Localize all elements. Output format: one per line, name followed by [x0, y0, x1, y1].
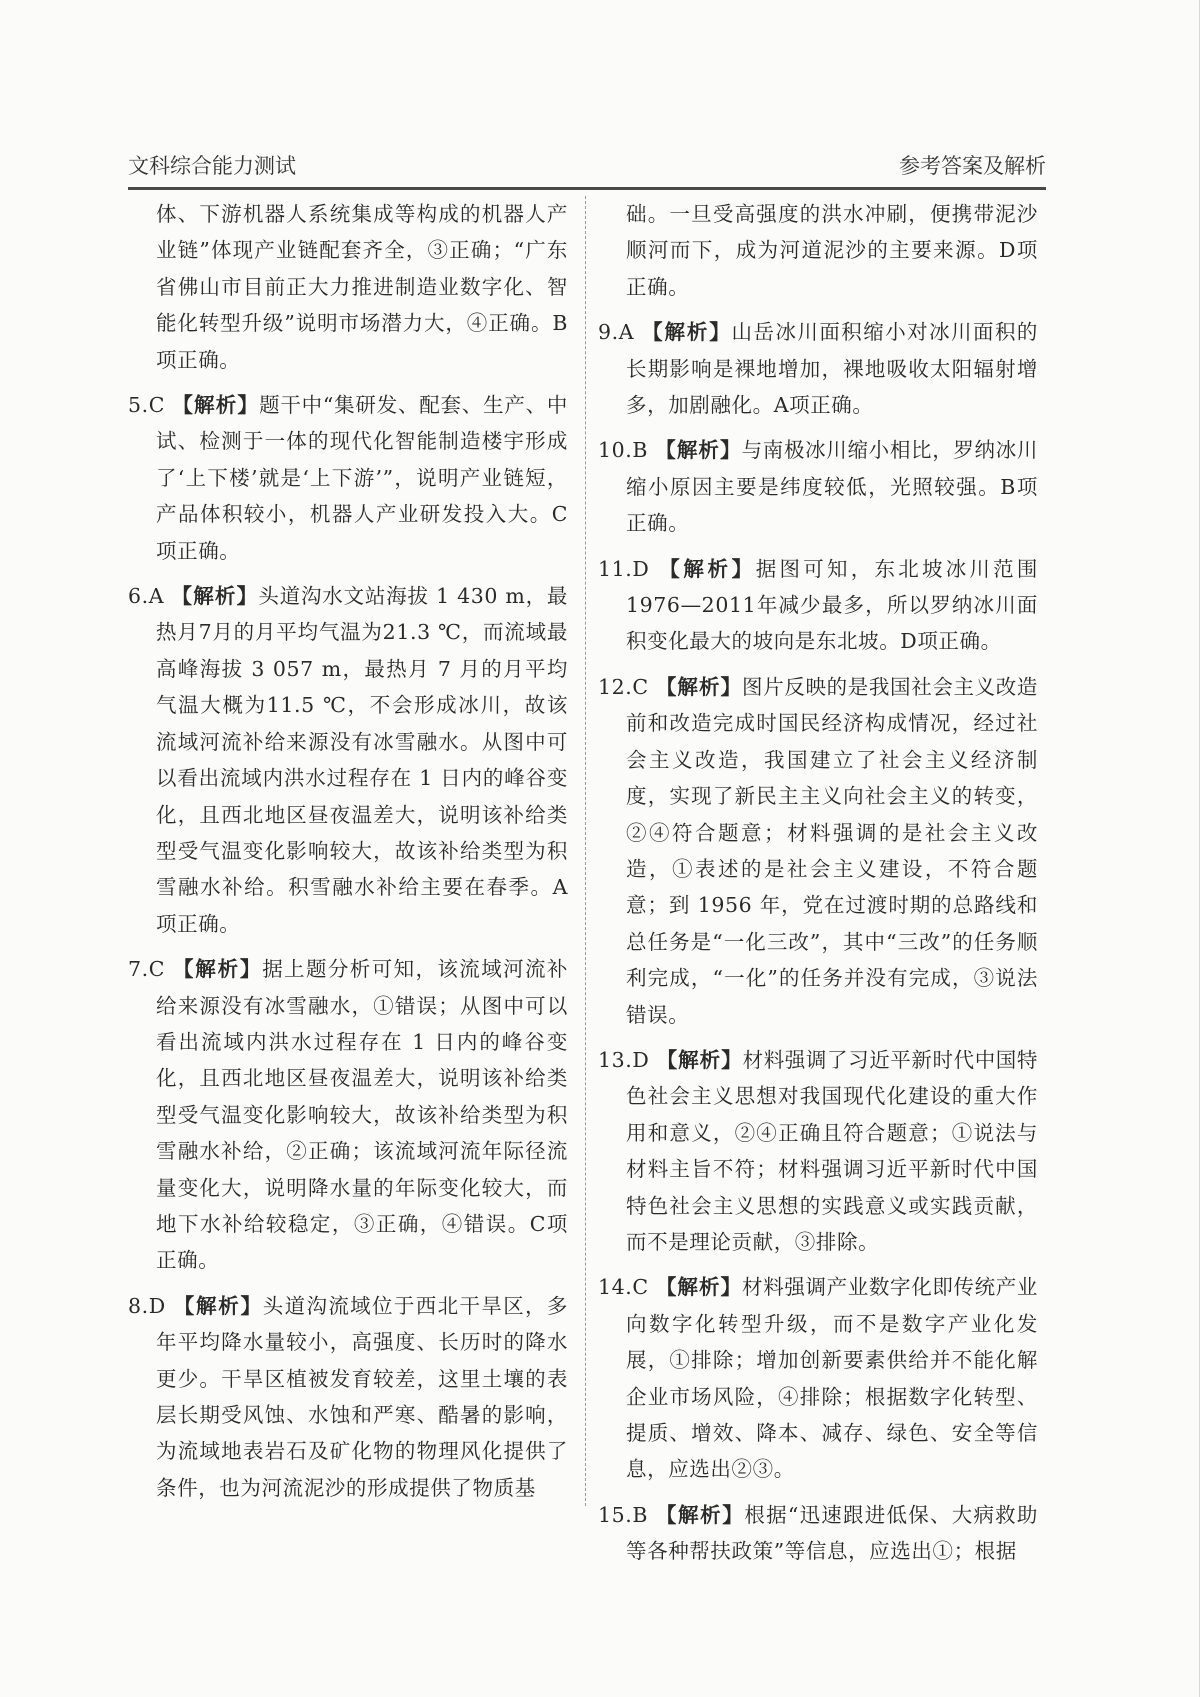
answer-item-10 [598, 432, 1038, 541]
header-rule [128, 187, 1046, 190]
answer-text: 据上题分析可知，该流域河流补给来源没有冰雪融水，①错误；从图中可以看出流域内洪水过程存在 1 日内的峰谷变化，且西北地区昼夜温差大，说明该补给类型受气温变化影响较大，故该补给类型为积雪融水补给，②正确；该流域河流年际径流量变化大，说明降水量的年际变化较大，而地下水补给较稳定，③正确，④错误。C项正确。 [156, 957, 569, 1273]
analysis-tag: 【解析】 [173, 1293, 263, 1318]
analysis-tag: 【解析】 [655, 438, 742, 463]
analysis-tag: 【解析】 [642, 320, 732, 345]
answer-text: 与南极冰川缩小相比，罗纳冰川缩小原因主要是纬度较低，光照较强。B项正确。 [626, 438, 1038, 536]
answer-number: 5.C [128, 393, 166, 418]
answer-number: 14.C [598, 1275, 649, 1300]
analysis-tag: 【解析】 [171, 584, 259, 609]
answer-item-14 [598, 1269, 1038, 1487]
analysis-tag: 【解析】 [655, 1502, 745, 1527]
answer-text: 题干中“集研发、配套、生产、中试、检测于一体的现代化智能制造楼宇形成了‘上下楼’就是‘上下游’”，说明产业链短，产品体积较小，机器人产业研发投入大。C项正确。 [156, 393, 569, 563]
analysis-tag: 【解析】 [655, 1275, 743, 1300]
answer-item-15 [598, 1497, 1038, 1570]
analysis-tag: 【解析】 [656, 1047, 743, 1072]
answer-item-13 [598, 1042, 1038, 1260]
answer-item-5 [128, 387, 568, 569]
answer-number: 15.B [598, 1502, 649, 1527]
header-subject-title: 文科综合能力测试 [128, 154, 296, 178]
answer-text: 头道沟流域位于西北干旱区，多年平均降水量较小，高强度、长历时的降水更少。干旱区植被发育较差，这里土壤的表层长期受风蚀、水蚀和严寒、酷暑的影响，为流域地表岩石及矿化物的物理风化提供了条件，也为河流泥沙的形成提供了物质基 [156, 1293, 569, 1500]
answer-item-8 [128, 1288, 568, 1506]
answer-text: 材料强调产业数字化即传统产业向数字化转型升级，而不是数字产业化发展，①排除；增加创新要素供给并不能化解企业市场风险，④排除；根据数字化转型、提质、增效、降本、减存、绿色、安全等信息，应选出②③。 [626, 1275, 1039, 1482]
column-divider [585, 196, 586, 1506]
answer-number: 13.D [598, 1047, 650, 1072]
answer-number: 9.A [598, 320, 635, 345]
answer-item-9 [598, 314, 1038, 423]
analysis-tag: 【解析】 [659, 556, 756, 581]
answer-item-7 [128, 951, 568, 1279]
continued-paragraph: 础。一旦受高强度的洪水冲刷，便携带泥沙顺河而下，成为河道泥沙的主要来源。D项正确。 [626, 202, 1038, 299]
analysis-tag: 【解析】 [655, 674, 743, 699]
left-column [128, 196, 568, 1515]
answer-number: 12.C [598, 674, 649, 699]
analysis-tag: 【解析】 [172, 957, 263, 982]
right-column [598, 196, 1038, 1579]
answer-item-11 [598, 551, 1038, 660]
page-header [128, 150, 1046, 190]
analysis-tag: 【解析】 [172, 393, 260, 418]
answer-number: 8.D [128, 1293, 166, 1318]
answer-number: 7.C [128, 957, 166, 982]
answer-text: 山岳冰川面积缩小对冰川面积的长期影响是裸地增加，裸地吸收太阳辐射增多，加剧融化。A项正确。 [626, 320, 1038, 418]
answer-item-6 [128, 578, 568, 942]
answer-number: 6.A [128, 584, 165, 609]
answer-number: 10.B [598, 438, 649, 463]
answer-text: 图片反映的是我国社会主义改造前和改造完成时国民经济构成情况，经过社会主义改造，我国建立了社会主义经济制度，实现了新民主主义向社会主义的转变，②④符合题意；材料强调的是社会主义改造，①表述的是社会主义建设，不符合题意；到 1956 年，党在过渡时期的总路线和总任务是“一化三改”，其中“三改”的任务顺利完成，“一化”的任务并没有完成，③说法错误。 [626, 674, 1039, 1027]
answer-item-12 [598, 669, 1038, 1033]
answer-text: 材料强调了习近平新时代中国特色社会主义思想对我国现代化建设的重大作用和意义，②④正确且符合题意；①说法与材料主旨不符；材料强调习近平新时代中国特色社会主义思想的实践意义或实践贡献，而不是理论贡献，③排除。 [626, 1047, 1039, 1254]
answer-number: 11.D [598, 556, 650, 581]
answer-text: 根据“迅速跟进低保、大病救助等各种帮扶政策”等信息，应选出①；根据 [626, 1502, 1039, 1564]
answer-text: 据图可知，东北坡冰川范围1976—2011年减少最多，所以罗纳冰川面积变化最大的坡向是东北坡。D项正确。 [626, 556, 1039, 654]
continued-paragraph: 体、下游机器人系统集成等构成的机器人产业链”体现产业链配套齐全，③正确；“广东省佛山市目前正大力推进制造业数字化、智能化转型升级”说明市场潜力大，④正确。B项正确。 [156, 202, 568, 372]
header-section-title: 参考答案及解析 [899, 154, 1046, 178]
answer-text: 头道沟水文站海拔 1 430 m，最热月7月的月平均气温为21.3 ℃，而流域最高峰海拔 3 057 m，最热月 7 月的月平均气温大概为11.5 ℃，不会形成冰川，故该流域河流补给来源没有冰雪融水。从图中可以看出流域内洪水过程存在 1 日内的峰谷变化，且西北地区昼夜温差大，说明该补给类型受气温变化影响较大，故该补给类型为积雪融水补给。积雪融水补给主要在春季。A项正确。 [156, 584, 568, 936]
